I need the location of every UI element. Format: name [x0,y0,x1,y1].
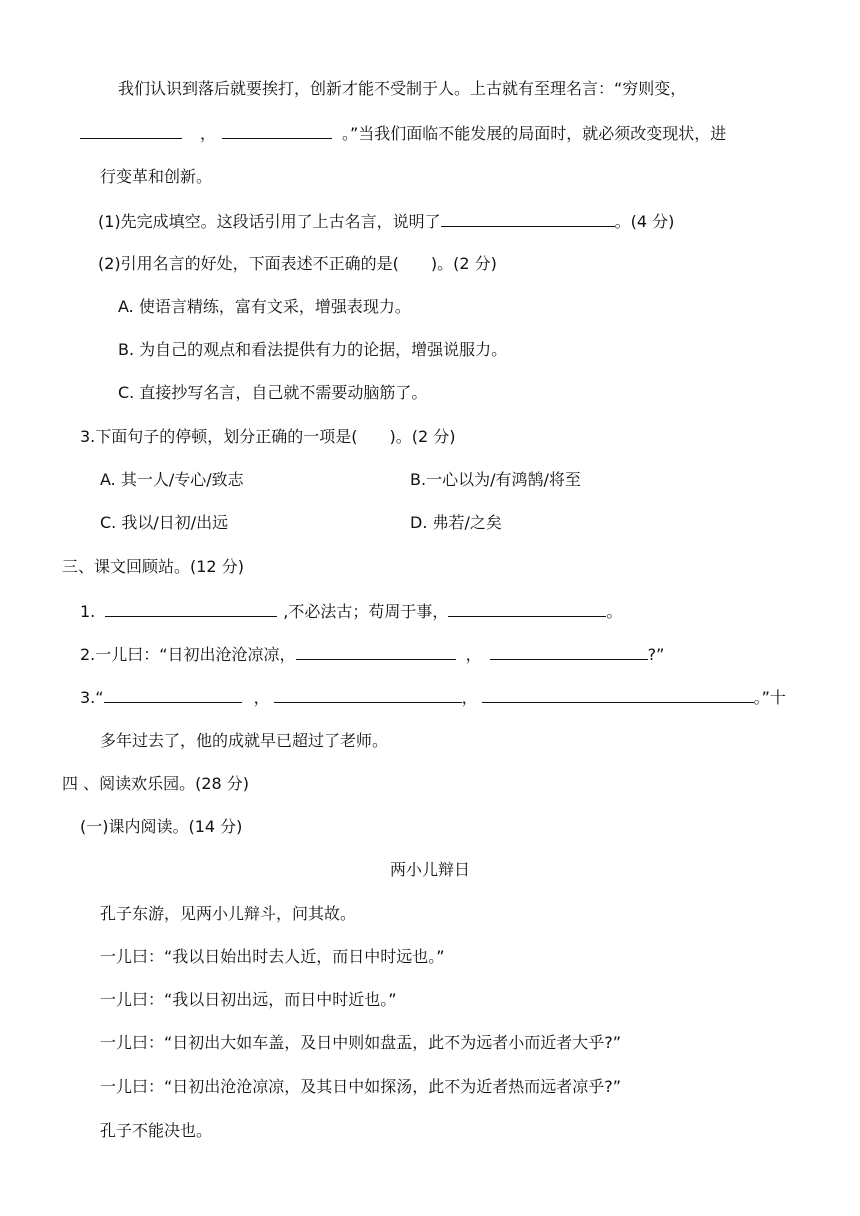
fill-blank[interactable] [80,122,182,139]
item-end: 。”十 [753,688,786,707]
option-c[interactable]: C. 直接抄写名言，自己就不需要动脑筋了。 [118,383,428,402]
passage-line: 孔子不能决也。 [100,1121,213,1140]
item-text: 2.一儿曰：“日初出沧沧凉凉， [80,645,296,664]
question-score: 。(4 分) [614,212,675,231]
fill-blank[interactable] [105,600,277,617]
passage-line: 一儿曰：“我以日始出时去人近，而日中时远也。” [100,947,445,966]
passage-line: 一儿曰：“日初出沧沧凉凉，及其日中如探汤，此不为近者热而远者凉乎?” [100,1077,622,1096]
question-2-1 [98,210,674,232]
section-3-heading: 三、课文回顾站。(12 分) [62,557,244,576]
option-a[interactable]: A. 其一人/专心/致志 [100,470,244,489]
intro-line-2-text: 。”当我们面临不能发展的局面时，就必须改变现状，进 [342,124,727,143]
recall-item-2 [80,643,664,665]
item-text: ,不必法古；苟周于事， [283,602,449,621]
option-b[interactable]: B.一心以为/有鸿鹄/将至 [410,470,581,489]
item-end: 。 [606,602,623,621]
fill-blank[interactable] [222,122,332,139]
option-b[interactable]: B. 为自己的观点和看法提供有力的论据，增强说服力。 [118,340,508,359]
fill-blank[interactable] [482,686,754,703]
item-number: 1. [80,602,96,621]
recall-item-3-continued: 多年过去了，他的成就早已超过了老师。 [100,731,389,750]
fill-blank[interactable] [448,600,606,617]
fill-blank[interactable] [296,643,456,660]
fill-blank[interactable] [441,210,615,227]
intro-line-3: 行变革和创新。 [100,167,213,186]
recall-item-1 [80,600,622,622]
section-4-heading: 四 、阅读欢乐园。(28 分) [62,774,250,793]
option-c[interactable]: C. 我以/日初/出远 [100,513,229,532]
item-text: 3.“ [80,688,104,707]
item-end: ?” [647,645,665,664]
passage-line: 一儿曰：“日初出大如车盖，及日中则如盘盂，此不为远者小而近者大乎?” [100,1033,622,1052]
question-text: (1)先完成填空。这段话引用了上古名言，说明了 [98,212,441,231]
question-2-2: (2)引用名言的好处，下面表述不正确的是( )。(2 分) [98,254,497,273]
recall-item-3 [80,686,786,708]
intro-line-2 [80,122,726,144]
passage-title: 两小儿辩日 [389,860,470,879]
intro-line-1: 我们认识到落后就要挨打，创新才能不受制于人。上古就有至理名言：“穷则变， [118,79,687,98]
fill-blank[interactable] [104,686,242,703]
fill-blank[interactable] [490,643,648,660]
passage-line: 一儿曰：“我以日初出远，而日中时近也。” [100,990,397,1009]
separator: ， [461,688,478,707]
question-3: 3.下面句子的停顿，划分正确的一项是( )。(2 分) [80,427,456,446]
subsection-heading: (一)课内阅读。(14 分) [80,817,243,836]
separator: ， [465,645,482,664]
option-a[interactable]: A. 使语言精练，富有文采，增强表现力。 [118,297,411,316]
fill-blank[interactable] [274,686,462,703]
option-d[interactable]: D. 弗若/之矣 [410,513,502,532]
passage-line: 孔子东游，见两小儿辩斗，问其故。 [100,904,357,923]
separator: ， [253,688,270,707]
separator: ， [200,124,217,143]
